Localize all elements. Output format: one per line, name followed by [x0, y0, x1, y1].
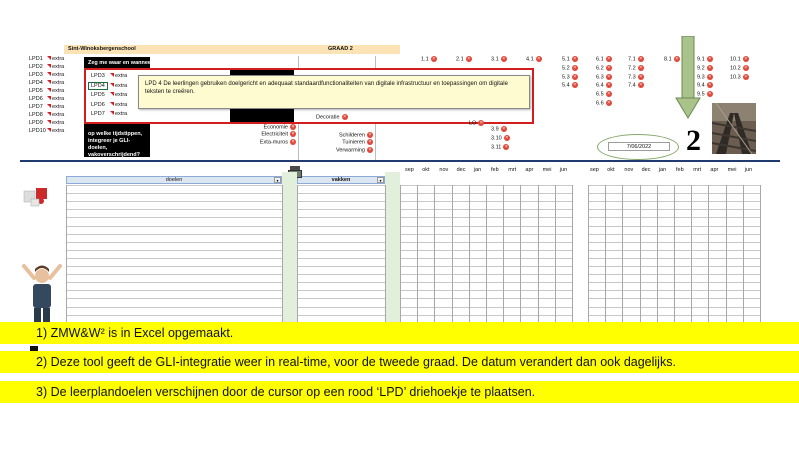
grid-row-line [66, 226, 572, 227]
subjects-header [297, 176, 385, 184]
grid-col-line [555, 185, 556, 322]
month-header: jan [473, 167, 482, 173]
grid-row-line [66, 274, 572, 275]
lpd-code-label: 9.2 [697, 65, 705, 72]
subject-electriciteit: Electriciteit [261, 131, 288, 138]
red-x-icon[interactable]: × [744, 73, 748, 80]
red-x-icon[interactable]: × [708, 64, 712, 71]
lpd-red-triangle-icon[interactable] [47, 120, 51, 124]
red-x-icon[interactable]: × [639, 73, 643, 80]
lpd-code-label: 9.5 [697, 91, 705, 98]
lpd-code-label: 9.3 [697, 74, 705, 81]
red-x-icon[interactable]: × [744, 56, 748, 62]
grid-row-line [66, 250, 572, 251]
extra-label: extra [115, 111, 128, 117]
lpd-code-label: 6.5 [596, 91, 604, 98]
red-x-icon[interactable]: × [343, 114, 346, 120]
extra-label: extra [115, 82, 128, 89]
grid-row-line [66, 307, 572, 308]
lpd-red-triangle-icon[interactable] [110, 92, 114, 96]
lpd-label[interactable]: LPD7 [29, 104, 43, 110]
red-x-icon[interactable]: × [708, 56, 712, 62]
grid-row-line [66, 201, 572, 202]
grid-col-line [726, 185, 727, 322]
grid-row-line [66, 234, 572, 235]
banner-1: 1) ZMW&W² is in Excel opgemaakt. [0, 322, 799, 344]
lpd-code [628, 74, 644, 81]
lpd-code [628, 65, 644, 72]
red-x-icon[interactable]: × [708, 82, 712, 89]
lpd-code [730, 56, 749, 63]
month-header: feb [676, 167, 684, 173]
popup-lpd-row[interactable] [88, 102, 136, 112]
red-x-icon[interactable]: × [368, 146, 372, 153]
spacer-column [385, 172, 400, 322]
grid-row-line [66, 217, 572, 218]
lpd-code-label: 3.9 [491, 126, 499, 133]
lpd-label[interactable]: LPD4 [29, 80, 43, 86]
red-x-icon[interactable]: × [607, 73, 611, 80]
month-header: nov [624, 167, 634, 173]
lpd-code-label: 8.1 [664, 56, 672, 63]
grid-row-line [66, 298, 572, 299]
lpd-code-label: 6.3 [596, 74, 604, 81]
lpd-label[interactable]: LPD1 [29, 56, 43, 62]
lpd-red-triangle-icon[interactable] [47, 112, 51, 116]
extra-label: extra [52, 72, 65, 78]
lpd-code-label: 5.3 [562, 74, 570, 81]
grid-col-line [605, 185, 606, 322]
subjects-filter-icon[interactable]: ▾ [377, 177, 384, 183]
extra-label: extra [52, 96, 65, 102]
lpd-code [421, 56, 437, 63]
subject-extra-muros: Exta-muros [259, 139, 288, 146]
red-x-icon[interactable]: × [675, 56, 679, 62]
red-x-icon[interactable]: × [291, 131, 295, 138]
grid-col-line [469, 185, 470, 322]
banner-3: 3) De leerplandoelen verschijnen door de cursor op een rood ‘LPD’ driehoekje te plaatsen. [0, 381, 799, 403]
lpd-row[interactable] [29, 120, 69, 128]
lpd-code [562, 65, 578, 72]
red-x-icon[interactable]: × [368, 132, 372, 138]
month-header: sep [405, 167, 414, 173]
month-header: apr [710, 167, 719, 173]
extra-label: extra [52, 128, 65, 134]
lpd-code [491, 135, 510, 142]
month-header: okt [422, 167, 430, 173]
black-box-top-text: Zeg me waar en wanneer [88, 60, 154, 66]
grid-col-line [743, 185, 744, 322]
extra-label: extra [52, 88, 65, 94]
subject-tuinieren: Tuinieren [342, 139, 365, 146]
popup-lpd-row[interactable] [88, 111, 136, 121]
red-x-icon[interactable]: × [537, 56, 541, 62]
date-field: 7/06/2022 [608, 142, 670, 151]
grid-col-line [622, 185, 623, 322]
red-x-icon[interactable]: × [573, 64, 577, 71]
red-x-icon[interactable]: × [502, 56, 506, 62]
lpd-code [628, 56, 644, 63]
extra-label: extra [52, 80, 65, 86]
grid-col-line [297, 185, 298, 322]
puzzle-icon [22, 186, 52, 208]
lpd-label[interactable]: LPD3 [29, 72, 43, 78]
grid-col-line [657, 185, 658, 322]
lpd-row[interactable] [29, 128, 69, 136]
grid-row-line [66, 282, 572, 283]
lpd-code-label: 7.3 [628, 74, 636, 81]
school-name: Sint-Winoksbergenschool [68, 46, 136, 52]
lpd-code-label: 6.4 [596, 82, 604, 89]
lpd-label[interactable]: LPD6 [29, 96, 43, 102]
month-header: dec [641, 167, 651, 173]
extra-label: extra [52, 56, 65, 62]
popup-lpd-label[interactable]: LPD7 [91, 111, 105, 117]
red-x-icon[interactable]: × [607, 100, 611, 106]
lpd-code-label: 5.1 [562, 56, 570, 63]
grid-col-line [760, 185, 761, 322]
lpd-tooltip [138, 75, 530, 109]
lpd-row[interactable] [29, 72, 69, 80]
grid-col-line [66, 185, 67, 322]
lpd-red-triangle-icon[interactable] [47, 56, 51, 60]
lpd-popup [84, 68, 534, 127]
grid-col-line [417, 185, 418, 322]
lpd-code [628, 82, 644, 89]
lpd-red-triangle-icon[interactable] [47, 72, 51, 76]
lpd-label[interactable]: LPD9 [29, 120, 43, 126]
lpd-red-triangle-icon[interactable] [47, 104, 51, 108]
lpd-row[interactable] [29, 112, 69, 120]
grid-col-line [282, 185, 283, 322]
red-x-icon[interactable]: × [708, 73, 712, 80]
grid-row-line [66, 290, 572, 291]
lpd-code-label: 5.4 [562, 82, 570, 89]
lpd-red-triangle-icon[interactable] [110, 73, 114, 77]
red-x-icon[interactable]: × [639, 82, 643, 89]
lpd-label[interactable]: LPD8 [29, 112, 43, 118]
popup-lpd-row[interactable] [88, 92, 136, 102]
lpd-code-label: 7.1 [628, 56, 636, 63]
lpd-code [596, 74, 612, 81]
lpd-code-label: 1.1 [421, 56, 429, 63]
popup-lpd-list [88, 73, 136, 121]
red-x-icon[interactable]: × [505, 135, 509, 142]
lpd-code-label: 6.6 [596, 100, 604, 107]
red-x-icon[interactable]: × [291, 138, 295, 145]
lpd-red-triangle-icon[interactable] [110, 102, 114, 106]
lpd-code [596, 91, 612, 98]
lpd-code-label: 9.4 [697, 82, 705, 89]
grid-col-line [674, 185, 675, 322]
lpd-code [596, 56, 612, 63]
lpd-code [491, 144, 509, 151]
grid-col-line [538, 185, 539, 322]
lpd-list [29, 56, 69, 136]
month-header: feb [491, 167, 499, 173]
month-header: mei [542, 167, 552, 173]
popup-lpd-label[interactable]: LPD3 [91, 73, 105, 79]
lpd-label[interactable]: LPD2 [29, 64, 43, 70]
month-header: jun [744, 167, 753, 173]
grid-col-line [588, 185, 589, 322]
extra-label: extra [115, 101, 128, 108]
railway-photo [712, 103, 756, 154]
lpd-code-label: 6.1 [596, 56, 604, 63]
lpd-code-label: 9.1 [697, 56, 705, 63]
grid-col-line [520, 185, 521, 322]
grid-col-line [452, 185, 453, 322]
red-x-icon[interactable]: × [502, 126, 506, 133]
grid-col-line [434, 185, 435, 322]
red-x-icon[interactable]: × [607, 91, 611, 98]
lpd-code-label: 6.2 [596, 65, 604, 72]
grid-row-line [66, 258, 572, 259]
spacer-column [282, 172, 297, 322]
lpd-label[interactable]: LPD10 [29, 128, 46, 134]
lpd-code [456, 56, 472, 63]
grade-number: 2 [686, 124, 701, 157]
lpd-code-label: 3.1 [491, 56, 499, 63]
month-header: okt [607, 167, 615, 173]
lpd-red-triangle-icon[interactable] [47, 64, 51, 68]
lpd-code-label: 7.4 [628, 82, 636, 89]
lpd-row[interactable] [29, 96, 69, 104]
extra-label: extra [115, 92, 128, 98]
grid-col-line [691, 185, 692, 322]
lpd-row[interactable] [29, 64, 69, 72]
red-x-icon[interactable]: × [639, 56, 643, 62]
grid-row-line [66, 242, 572, 243]
red-x-icon[interactable]: × [607, 64, 611, 71]
grid-col-line [486, 185, 487, 322]
lpd-row[interactable] [29, 56, 69, 64]
grid-col-line [503, 185, 504, 322]
lpd-code [562, 74, 578, 81]
month-header: jun [559, 167, 568, 173]
lpd-code-label: 2.1 [456, 56, 464, 63]
popup-lpd-row[interactable] [88, 83, 136, 93]
red-x-icon[interactable]: × [479, 120, 483, 126]
popup-lpd-label[interactable]: LPD6 [91, 101, 105, 108]
lpd-code [562, 56, 578, 63]
red-x-icon[interactable]: × [573, 73, 577, 80]
subject-economie: Economie [263, 124, 288, 131]
lpd-red-triangle-icon[interactable] [47, 128, 51, 132]
goals-header [66, 176, 282, 184]
subjects-left [210, 124, 296, 146]
grid-row-line [66, 185, 572, 186]
lpd-code-label: 7.2 [628, 65, 636, 72]
black-box-bottom-text: op welke tijdstippen, integreer je GLI-doelen, vakoverschrijdend? [88, 131, 143, 158]
tooltip-text: LPD 4 De leerlingen gebruiken doelgericht en adequaat standaardfunctionaliteiten van digitale infrastructuur en toepassingen om digitale teksten te creëren. [145, 81, 508, 95]
red-x-icon[interactable]: × [573, 82, 577, 89]
grid-col-line [640, 185, 641, 322]
goals-header-label: doelen [165, 177, 183, 183]
subjects-right [300, 132, 373, 154]
grid-col-line [572, 185, 573, 322]
extra-label: extra [52, 120, 65, 126]
lpd-row[interactable] [29, 80, 69, 88]
section-divider [20, 160, 780, 162]
red-x-icon[interactable]: × [639, 64, 643, 71]
extra-label: extra [52, 64, 65, 70]
lpd-red-triangle-icon[interactable] [110, 111, 114, 115]
lpd-code-label: 10.3 [730, 74, 741, 81]
grid-row-line [66, 315, 572, 316]
grade-label: GRAAD 2 [328, 46, 353, 52]
red-x-icon[interactable]: × [573, 56, 577, 62]
grid-col-line [385, 185, 386, 322]
red-x-icon[interactable]: × [467, 56, 471, 62]
month-header: jan [658, 167, 667, 173]
grid-row-line [66, 193, 572, 194]
lpd-code [596, 65, 612, 72]
extra-label: extra [52, 104, 65, 110]
month-header: apr [525, 167, 534, 173]
subjects-header-label: vakken [331, 177, 351, 183]
red-x-icon[interactable]: × [744, 64, 748, 71]
lpd-code-label: 3.11 [491, 144, 502, 151]
red-x-icon[interactable]: × [607, 56, 611, 62]
lpd-red-triangle-icon[interactable] [47, 96, 51, 100]
popup-subject-decoratie: Decoratie × [316, 114, 346, 121]
lpd-code [491, 126, 507, 133]
red-x-icon[interactable]: × [504, 144, 508, 150]
lpd-code [596, 100, 612, 107]
grid-col-line [400, 185, 401, 322]
lpd-code-label: 10.2 [730, 65, 741, 72]
red-x-icon[interactable]: × [708, 91, 712, 98]
lpd-code-label: 4.1 [526, 56, 534, 63]
lpd-code [596, 82, 612, 89]
lpd-red-triangle-icon[interactable] [47, 80, 51, 84]
lpd-label[interactable]: LPD5 [29, 88, 43, 94]
red-x-icon[interactable]: × [368, 139, 372, 146]
lpd-code [730, 74, 749, 81]
month-header: mrt [693, 167, 702, 173]
lpd-code-label: 3.10 [491, 135, 502, 142]
red-x-icon[interactable]: × [432, 56, 436, 62]
popup-subject-lo: LO × [469, 120, 483, 127]
person-illustration [18, 262, 66, 326]
month-header: sep [590, 167, 599, 173]
month-header: dec [456, 167, 466, 173]
lpd-code [491, 56, 507, 63]
lpd-code [730, 65, 749, 72]
grid-row-line [66, 266, 572, 267]
month-header: nov [439, 167, 449, 173]
extra-label: extra [115, 73, 128, 79]
lpd-row[interactable] [29, 88, 69, 96]
extra-label: extra [52, 112, 65, 118]
down-arrow-icon [675, 36, 701, 120]
lpd-code-label: 5.2 [562, 65, 570, 72]
grid-row-line [66, 209, 572, 210]
lpd-red-triangle-icon[interactable] [110, 83, 114, 87]
lpd-red-triangle-icon[interactable] [47, 88, 51, 92]
subject-schilderen: Schilderen [339, 132, 365, 139]
goals-filter-icon[interactable]: ▾ [274, 177, 281, 183]
banner-2: 2) Deze tool geeft de GLI-integratie weer in real-time, voor de tweede graad. De datum verandert dan ook dagelijks. [0, 351, 799, 373]
popup-lpd-label[interactable]: LPD4 [88, 82, 108, 90]
popup-lpd-label[interactable]: LPD5 [91, 92, 105, 98]
lpd-code [526, 56, 542, 63]
grid-col-line [708, 185, 709, 322]
red-x-icon[interactable]: × [607, 82, 611, 89]
lpd-row[interactable] [29, 104, 69, 112]
month-header: mrt [508, 167, 517, 173]
subject-verwarming: Verwarming [335, 147, 365, 154]
lpd-code [562, 82, 578, 89]
red-x-icon[interactable]: × [291, 124, 295, 130]
lpd-code-label: 10.1 [730, 56, 741, 63]
month-header: mei [727, 167, 737, 173]
